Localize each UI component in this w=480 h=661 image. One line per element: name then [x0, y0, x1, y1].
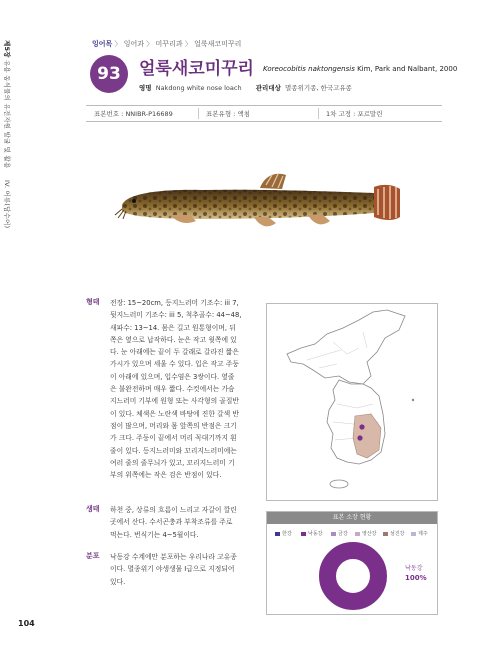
text-line: 다. 눈 아래에는 끝이 두 갈래로 갈라진 짧은: [110, 348, 239, 357]
specimen-type: 표본유형 : 액침: [206, 110, 250, 118]
pie-data-label-name: 낙동강: [405, 565, 423, 572]
distribution-map: [266, 303, 438, 501]
text-line: 뒷지느러미 기조수: iii 5, 척추골수: 44~48,: [110, 311, 242, 320]
species-number-badge: 93: [90, 55, 128, 93]
sidebar-section: IV. 어류(담수어): [3, 180, 11, 229]
fish-specimen-image: [112, 163, 402, 243]
breadcrumb: 잉어목 〉 잉어과 〉 미꾸리과 〉 얼룩새코미꾸리: [92, 40, 242, 48]
pie-slice-낙동강: [328, 551, 379, 602]
sidebar-chapter: 제5장 유용 동식물의 유전자원 발굴 및 활용: [3, 40, 11, 169]
text-line: 이다. 멸종위기 야생생물 I급으로 지정되어: [110, 565, 235, 574]
text-line: 전장: 15~20cm, 등지느러미 기조수: iii 7,: [110, 299, 239, 307]
text-line: 은 불완전하며 매우 짧다. 수컷에서는 가슴: [110, 385, 235, 394]
text-line: 곳에서 산다. 수서곤충과 부착조류를 주로: [110, 518, 233, 527]
specimen-info-bar: [86, 105, 442, 122]
text-line: 이 아래에 있으며, 입수염은 3쌍이다. 옆줄: [110, 372, 235, 381]
legend-item: 한강: [275, 530, 292, 537]
legend-item: 제주: [411, 530, 428, 537]
text-line: 점이 많으며, 머리와 몸 앞쪽의 반점은 크기: [110, 421, 237, 430]
legend-item: 금강: [331, 530, 348, 537]
distribution-label: 분포: [86, 552, 100, 560]
specimen-chart-panel: [266, 511, 438, 615]
species-subline: 영명 Nakdong white nose loach 관리대상 멸종위기종, 한국고유종: [139, 84, 352, 92]
text-line: 부의 위쪽에는 작은 검은 반점이 있다.: [110, 471, 222, 480]
morphology-label: 형태: [86, 298, 100, 306]
fixation-method: 1차 고정 : 포르말린: [326, 110, 383, 118]
scientific-name: Koreocobitis naktongensis Kim, Park and Nalbant, 2000: [263, 65, 458, 73]
text-line: 있다.: [110, 577, 126, 586]
legend-item: 영산강: [355, 530, 377, 537]
legend-swatch: [275, 532, 280, 536]
text-line: 쪽은 옆으로 납작하다. 눈은 작고 윗쪽에 있: [110, 335, 237, 344]
chart-title: 표본 소장 현황: [267, 512, 437, 524]
text-line: 낙동강 수계에만 분포하는 우리나라 고유종: [110, 553, 237, 561]
page-number: 104: [18, 619, 35, 628]
korea-map-icon: [267, 304, 437, 500]
text-line: 여러 줄의 줄무늬가 있고, 꼬리지느러미 기: [110, 458, 235, 467]
sidebar: [0, 0, 40, 661]
distribution-text: [110, 551, 260, 588]
specimen-pie-chart: [297, 540, 437, 612]
text-line: 줄이 있다. 등지느러미와 꼬리지느러미에는: [110, 446, 237, 455]
legend-item: 섬진강: [383, 530, 405, 537]
text-line: 지느러미 기부에 원형 또는 사각형의 골질반: [110, 397, 239, 406]
specimen-number: 표본번호 : NNIBR-P16689: [94, 110, 173, 118]
text-line: 새파수: 13~14. 몸은 길고 원통형이며, 뒤: [110, 323, 236, 332]
legend-swatch: [355, 532, 360, 536]
text-line: 하천 중, 상류의 흐름이 느리고 자갈이 깔린: [110, 506, 237, 514]
text-line: 가 크다. 주둥이 끝에서 머리 꼭대기까지 흰: [110, 434, 237, 443]
text-line: 가시가 있으며 세울 수 있다. 입은 작고 주둥: [110, 360, 239, 369]
legend-item: 낙동강: [301, 530, 323, 537]
legend-swatch: [301, 532, 306, 536]
pie-data-label-value: 100%: [405, 574, 427, 582]
text-line: 이 있다. 체색은 노란색 바탕에 진한 갈색 반: [110, 409, 239, 418]
morphology-text: [110, 297, 260, 481]
ecology-label: 생태: [86, 505, 100, 513]
legend-swatch: [383, 532, 388, 536]
ecology-text: [110, 504, 260, 541]
page-title: 얼룩새코미꾸리: [139, 59, 254, 79]
legend-swatch: [411, 532, 416, 536]
text-line: 먹는다. 번식기는 4~5월이다.: [110, 530, 199, 539]
legend-swatch: [331, 532, 336, 536]
